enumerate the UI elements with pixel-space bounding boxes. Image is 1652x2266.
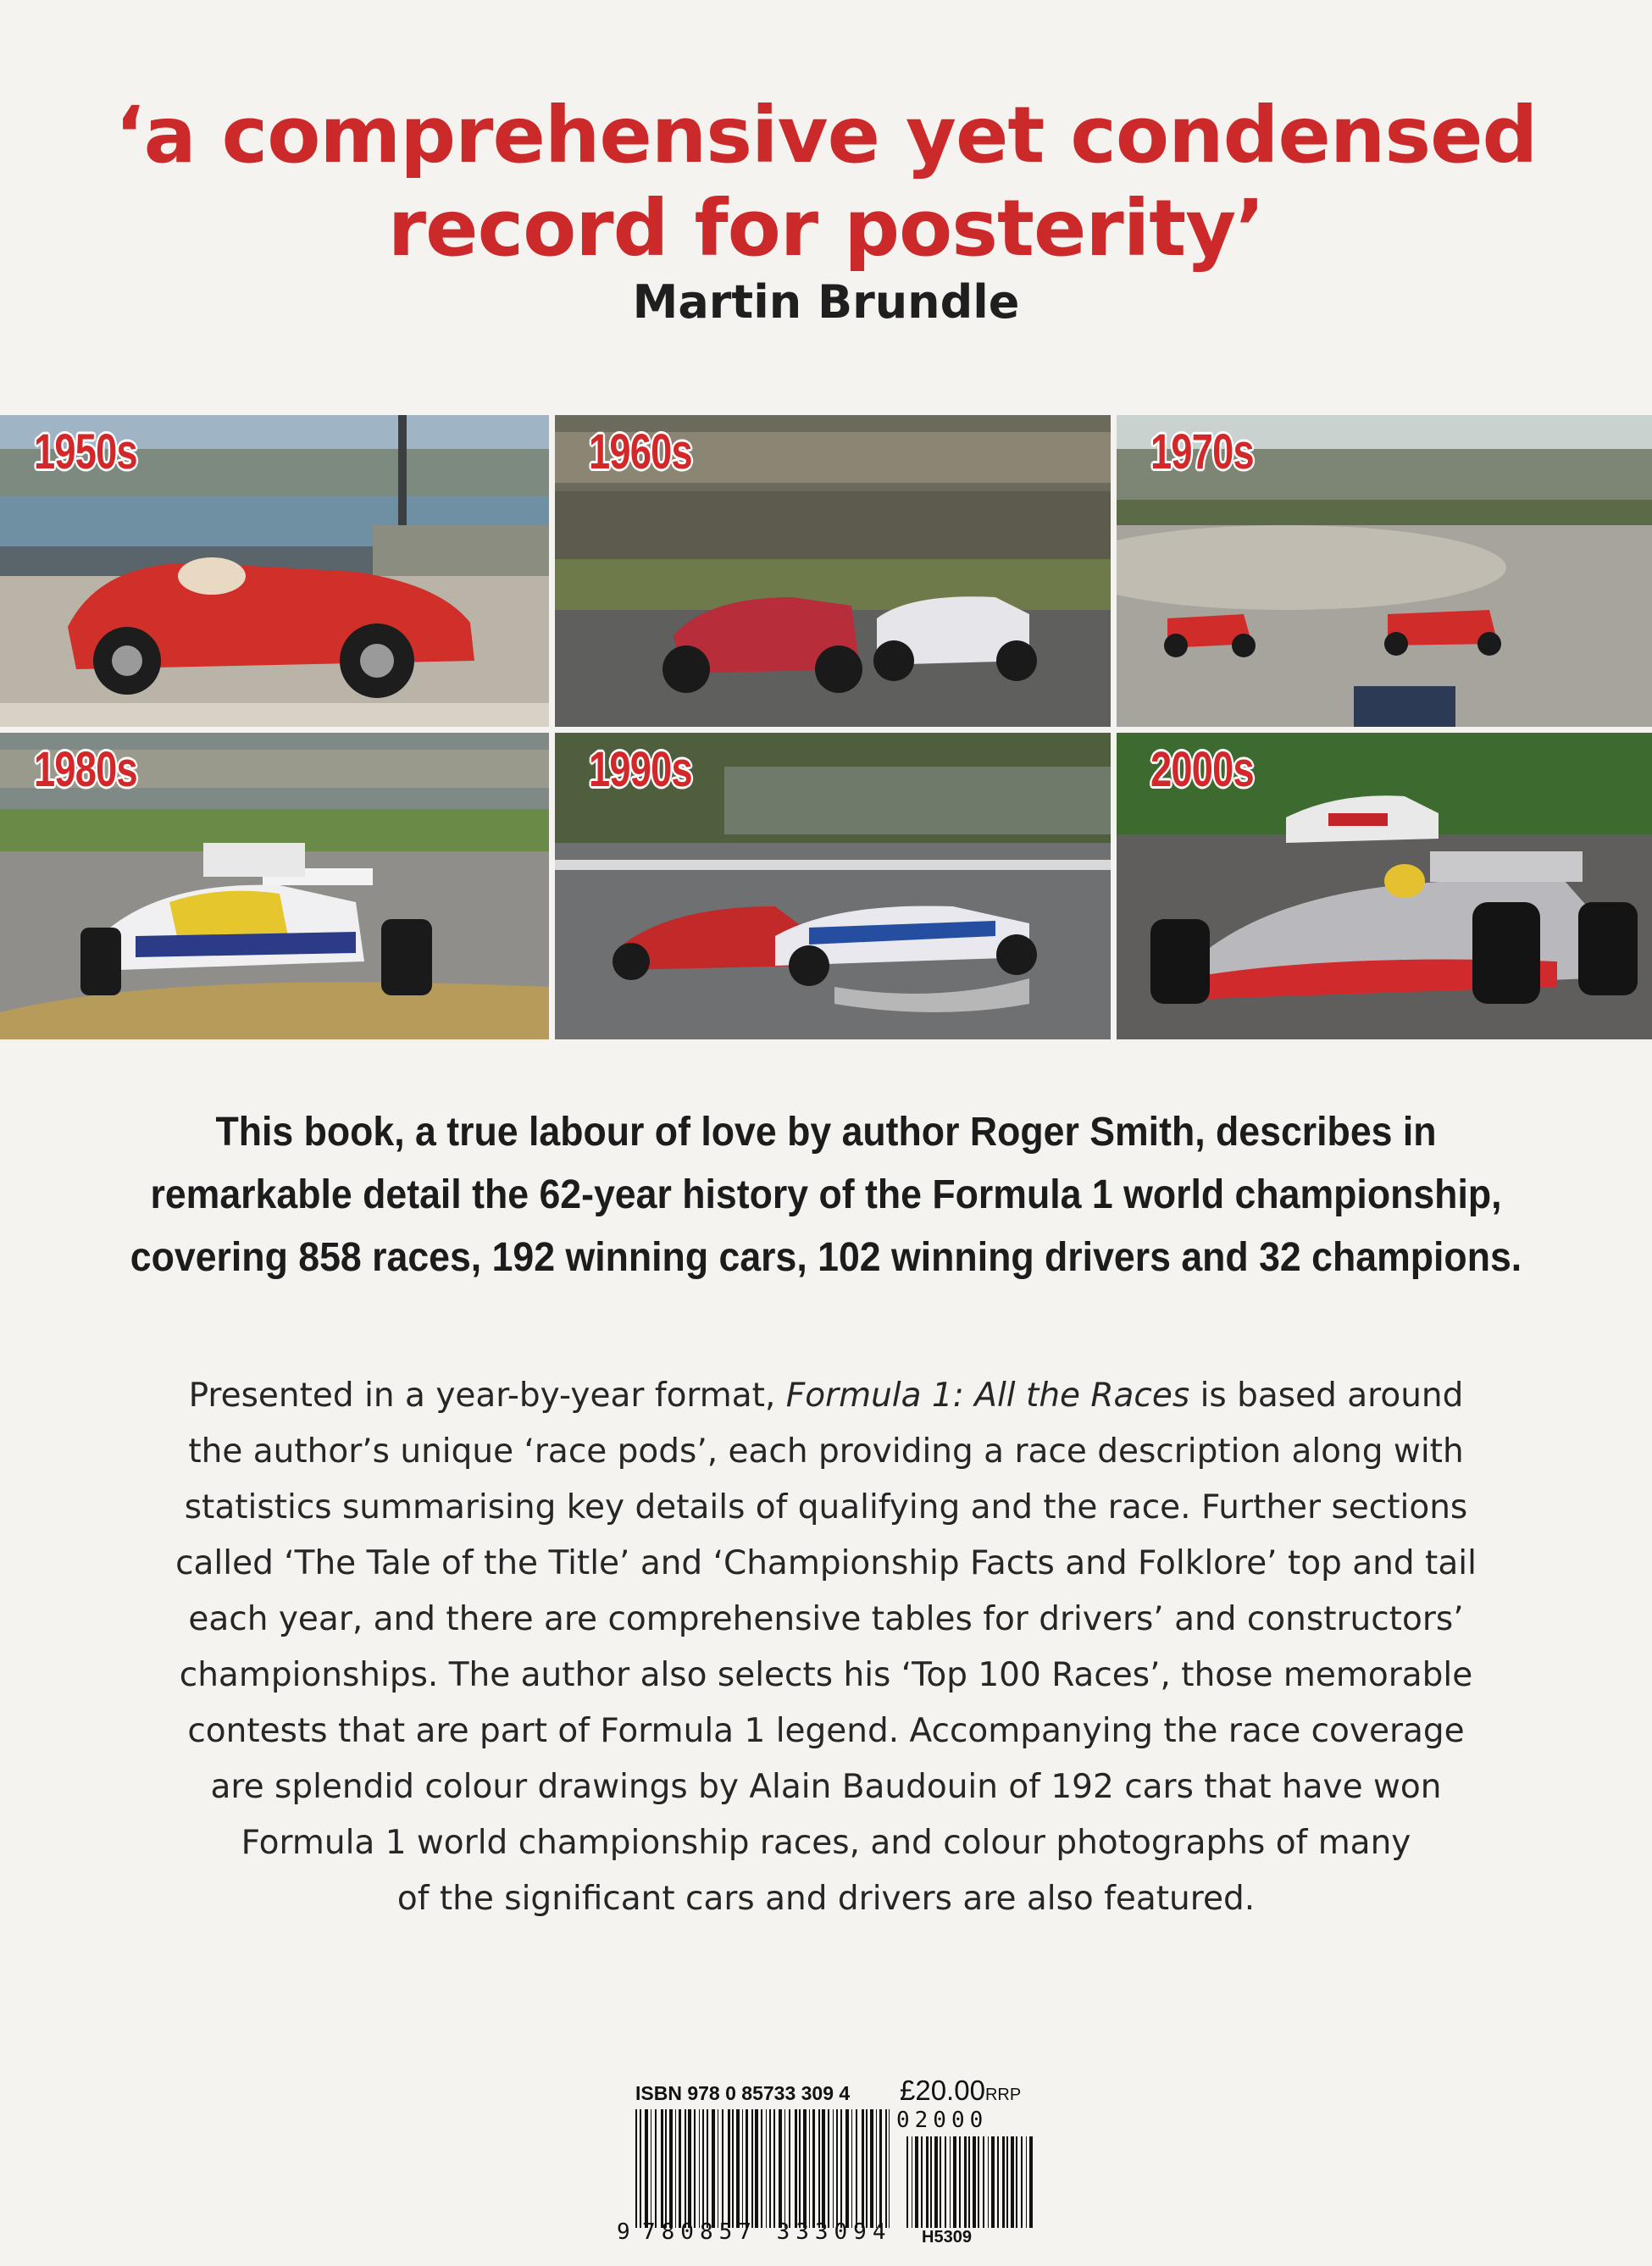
product-code: H5309 bbox=[922, 2228, 972, 2247]
photo-1970s bbox=[1117, 415, 1652, 727]
body-line-1-start: Presented in a year-by-year format, bbox=[188, 1377, 786, 1415]
barcode-bar bbox=[712, 2109, 715, 2228]
pull-quote bbox=[0, 89, 1652, 275]
barcode-bar bbox=[991, 2136, 995, 2228]
barcode-bar bbox=[940, 2136, 941, 2228]
photo-1980s bbox=[0, 733, 549, 1039]
barcode-bar bbox=[988, 2136, 989, 2228]
quote-line-1: ‘a comprehensive yet condensed bbox=[114, 90, 1538, 180]
barcode-bar bbox=[828, 2109, 829, 2228]
body-line-7: contests that are part of Formula 1 legend. Accompanying the race coverage bbox=[187, 1712, 1465, 1750]
barcode-bar bbox=[1021, 2136, 1023, 2228]
barcode-bar bbox=[934, 2136, 938, 2228]
photo-1960s bbox=[555, 415, 1111, 727]
barcode-bar bbox=[766, 2109, 767, 2228]
barcode-bar bbox=[862, 2109, 864, 2228]
barcode-bar bbox=[945, 2136, 946, 2228]
barcode-bar bbox=[1026, 2136, 1027, 2228]
barcode-bar bbox=[688, 2109, 691, 2228]
barcode-bar bbox=[885, 2109, 887, 2228]
barcode-bar bbox=[978, 2136, 979, 2228]
barcode-bar bbox=[915, 2136, 918, 2228]
barcode-bar bbox=[769, 2109, 771, 2228]
barcode-bar bbox=[742, 2109, 743, 2228]
lead-paragraph bbox=[121, 1101, 1532, 1289]
price-value: £20.00 bbox=[900, 2075, 985, 2106]
barcode-bar bbox=[845, 2109, 849, 2228]
barcode-first-digit: 9 bbox=[617, 2219, 631, 2245]
barcode-bar bbox=[856, 2109, 857, 2228]
barcode-bar bbox=[655, 2109, 657, 2228]
body-line-6: championships. The author also selects his ‘Top 100 Races’, those memorable bbox=[179, 1656, 1473, 1694]
barcode-bar bbox=[968, 2136, 970, 2228]
barcode-bar bbox=[812, 2109, 815, 2228]
barcode-bar bbox=[694, 2109, 696, 2228]
addon-barcode bbox=[906, 2136, 1034, 2228]
barcode-bar bbox=[926, 2136, 929, 2228]
body-line-9: Formula 1 world championship races, and colour photographs of many bbox=[241, 1824, 1411, 1862]
barcode-bar bbox=[973, 2136, 976, 2228]
barcode-bar bbox=[669, 2109, 673, 2228]
barcode-bar bbox=[728, 2109, 730, 2228]
barcode-bar bbox=[679, 2109, 681, 2228]
decade-label-2000s: 2000s bbox=[1150, 742, 1254, 797]
barcode-bar bbox=[866, 2109, 868, 2228]
barcode-bar bbox=[1011, 2136, 1014, 2228]
barcode-bar bbox=[879, 2109, 882, 2228]
barcode-bar bbox=[722, 2109, 723, 2228]
barcode-bar bbox=[707, 2109, 708, 2228]
decade-label-1980s: 1980s bbox=[34, 742, 137, 797]
barcode-bar bbox=[755, 2109, 758, 2228]
barcode-bar bbox=[795, 2109, 797, 2228]
barcode-bar bbox=[836, 2109, 838, 2228]
price-text bbox=[900, 2075, 1021, 2107]
barcode-bar bbox=[809, 2109, 810, 2228]
barcode-bar bbox=[822, 2109, 825, 2228]
barcode-bar bbox=[930, 2136, 932, 2228]
barcode-bar bbox=[645, 2109, 648, 2228]
photo-1950s bbox=[0, 415, 549, 727]
barcode-bar bbox=[851, 2109, 852, 2228]
barcode-bar bbox=[702, 2109, 704, 2228]
body-line-2: the author’s unique ‘race pods’, each providing a race description along with bbox=[188, 1432, 1464, 1471]
barcode-bar bbox=[953, 2136, 956, 2228]
barcode-bar bbox=[870, 2109, 873, 2228]
barcode-bar bbox=[675, 2109, 676, 2228]
barcode-bar bbox=[889, 2109, 890, 2228]
barcode-addon-digits: 02000 bbox=[896, 2108, 989, 2133]
lead-line-1: This book, a true labour of love by author Roger Smith, describes in bbox=[215, 1110, 1437, 1155]
price-suffix: RRP bbox=[984, 2086, 1022, 2104]
barcode-bar bbox=[640, 2109, 641, 2228]
lead-line-2: remarkable detail the 62-year history of the Formula 1 world championship, bbox=[150, 1172, 1502, 1217]
barcode-bar bbox=[635, 2109, 637, 2228]
barcode-bar bbox=[983, 2136, 984, 2228]
barcode-bar bbox=[746, 2109, 748, 2228]
barcode-bar bbox=[1002, 2136, 1005, 2228]
photo-2000s bbox=[1117, 733, 1652, 1039]
barcode-digits bbox=[617, 2219, 906, 2245]
decade-label-1970s: 1970s bbox=[1150, 424, 1254, 479]
barcode-bar bbox=[685, 2109, 686, 2228]
barcode-bar bbox=[833, 2109, 834, 2228]
main-barcode bbox=[635, 2109, 890, 2228]
lead-line-3: covering 858 races, 192 winning cars, 102 winning drivers and 32 champions. bbox=[130, 1235, 1522, 1280]
quote-attribution: Martin Brundle bbox=[632, 275, 1020, 329]
quote-line-2: record for posterity’ bbox=[387, 183, 1265, 274]
barcode-bar bbox=[959, 2136, 961, 2228]
barcode-bar bbox=[840, 2109, 842, 2228]
barcode-bar bbox=[803, 2109, 807, 2228]
barcode-bar bbox=[950, 2136, 951, 2228]
barcode-bar bbox=[997, 2136, 999, 2228]
barcode-bar bbox=[773, 2109, 775, 2228]
book-title: Formula 1: All the Races bbox=[785, 1377, 1190, 1415]
body-line-1-end: is based around bbox=[1189, 1377, 1464, 1415]
body-line-8: are splendid colour drawings by Alain Baudouin of 192 cars that have won bbox=[210, 1768, 1442, 1806]
description-paragraph bbox=[85, 1368, 1567, 1927]
barcode-bar bbox=[818, 2109, 820, 2228]
barcode-bar bbox=[1006, 2136, 1008, 2228]
barcode-bar bbox=[799, 2109, 801, 2228]
barcode-bar bbox=[1029, 2136, 1033, 2228]
barcode-bar bbox=[779, 2109, 782, 2228]
decade-label-1990s: 1990s bbox=[589, 742, 692, 797]
barcode-bar bbox=[921, 2136, 923, 2228]
barcode-bar bbox=[699, 2109, 700, 2228]
barcode-bar bbox=[661, 2109, 663, 2228]
decade-label-1960s: 1960s bbox=[589, 424, 692, 479]
barcode-bar bbox=[906, 2136, 908, 2228]
barcode-bar bbox=[876, 2109, 877, 2228]
barcode-bar bbox=[964, 2136, 967, 2228]
barcode-bar bbox=[751, 2109, 753, 2228]
barcode-bar bbox=[784, 2109, 785, 2228]
body-line-4: called ‘The Tale of the Title’ and ‘Championship Facts and Folklore’ top and tail bbox=[175, 1544, 1477, 1582]
body-line-5: each year, and there are comprehensive tables for drivers’ and constructors’ bbox=[188, 1600, 1464, 1638]
barcode-bar bbox=[665, 2109, 667, 2228]
barcode-bar bbox=[1016, 2136, 1017, 2228]
barcode-bar bbox=[732, 2109, 734, 2228]
isbn-text: ISBN 978 0 85733 309 4 bbox=[635, 2082, 851, 2104]
barcode-bar bbox=[736, 2109, 740, 2228]
decade-label-1950s: 1950s bbox=[34, 424, 137, 479]
body-line-3: statistics summarising key details of qualifying and the race. Further sections bbox=[184, 1488, 1468, 1526]
body-line-1 bbox=[85, 1368, 1567, 1424]
barcode-bar bbox=[789, 2109, 790, 2228]
photo-grid bbox=[0, 407, 1652, 1042]
body-line-10: of the significant cars and drivers are also featured. bbox=[396, 1880, 1256, 1918]
barcode-bar bbox=[761, 2109, 762, 2228]
photo-1990s bbox=[555, 733, 1111, 1039]
barcode-main-digits: 780857 333094 bbox=[642, 2219, 892, 2245]
